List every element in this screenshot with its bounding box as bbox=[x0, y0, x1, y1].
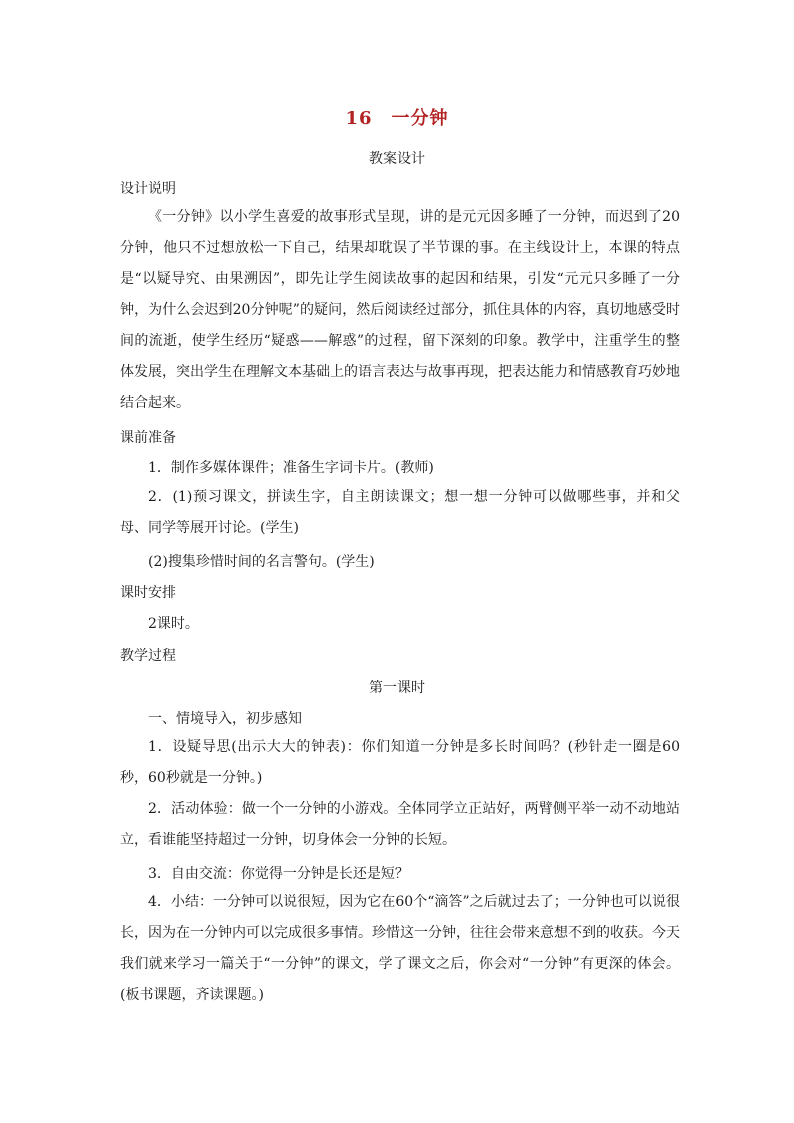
time-text: 2课时。 bbox=[148, 616, 199, 632]
doc-subtitle: 教案设计 bbox=[369, 151, 425, 167]
section-one-heading: 一、情境导入，初步感知 bbox=[148, 711, 302, 727]
step-2: 2．活动体验：做一个一分钟的小游戏。全体同学立正站好，两臂侧平举一动不动地站立，看谁能坚持超过一分钟，切身体会一分钟的长短。 bbox=[120, 801, 680, 848]
prep-item-3: (2)搜集珍惜时间的名言警句。(学生) bbox=[148, 554, 375, 570]
time-heading: 课时安排 bbox=[120, 585, 176, 601]
lesson-one-heading: 第一课时 bbox=[369, 680, 425, 696]
lesson-title: 16 一分钟 bbox=[345, 108, 449, 129]
design-paragraph: 《一分钟》以小学生喜爱的故事形式呈现，讲的是元元因多睡了一分钟，而迟到了20分钟，他只不过想放松一下自己，结果却耽误了半节课的事。在主线设计上，本课的特点是“以疑导究、由果溯因”，即先让学生阅读故事的起因和结果，引发“元元只多睡了一分钟，为什么会迟到20分钟呢”的疑问，然后阅读经过部分，抓住具体的内容，真切地感受时间的流逝，使学生经历“疑惑——解惑”的过程，留下深刻的印象。教学中，注重学生的整体发展，突出学生在理解文本基础上的语言表达与故事再现，把表达能力和情感教育巧妙地结合起来。 bbox=[120, 209, 680, 411]
process-heading: 教学过程 bbox=[120, 648, 176, 664]
step-4: 4．小结：一分钟可以说很短，因为它在60个“滴答”之后就过去了；一分钟也可以说很长，因为在一分钟内可以完成很多事情。珍惜这一分钟，往往会带来意想不到的收获。今天我们就来学习一篇关于“一分钟”的课文，学了课文之后，你会对“一分钟”有更深的体会。(板书课题，齐读课题。) bbox=[120, 894, 680, 1003]
prep-item-1: 1．制作多媒体课件；准备生字词卡片。(教师) bbox=[148, 460, 434, 476]
prep-item-2: 2．(1)预习课文，拼读生字，自主朗读课文；想一想一分钟可以做哪些事，并和父母、同学等展开讨论。(学生) bbox=[120, 489, 680, 536]
step-1: 1．设疑导思(出示大大的钟表)：你们知道一分钟是多长时间吗？(秒针走一圈是60秒，60秒就是一分钟。) bbox=[120, 739, 680, 786]
design-heading: 设计说明 bbox=[120, 181, 176, 197]
prep-heading: 课前准备 bbox=[120, 430, 176, 446]
step-3: 3．自由交流：你觉得一分钟是长还是短？ bbox=[148, 866, 409, 882]
